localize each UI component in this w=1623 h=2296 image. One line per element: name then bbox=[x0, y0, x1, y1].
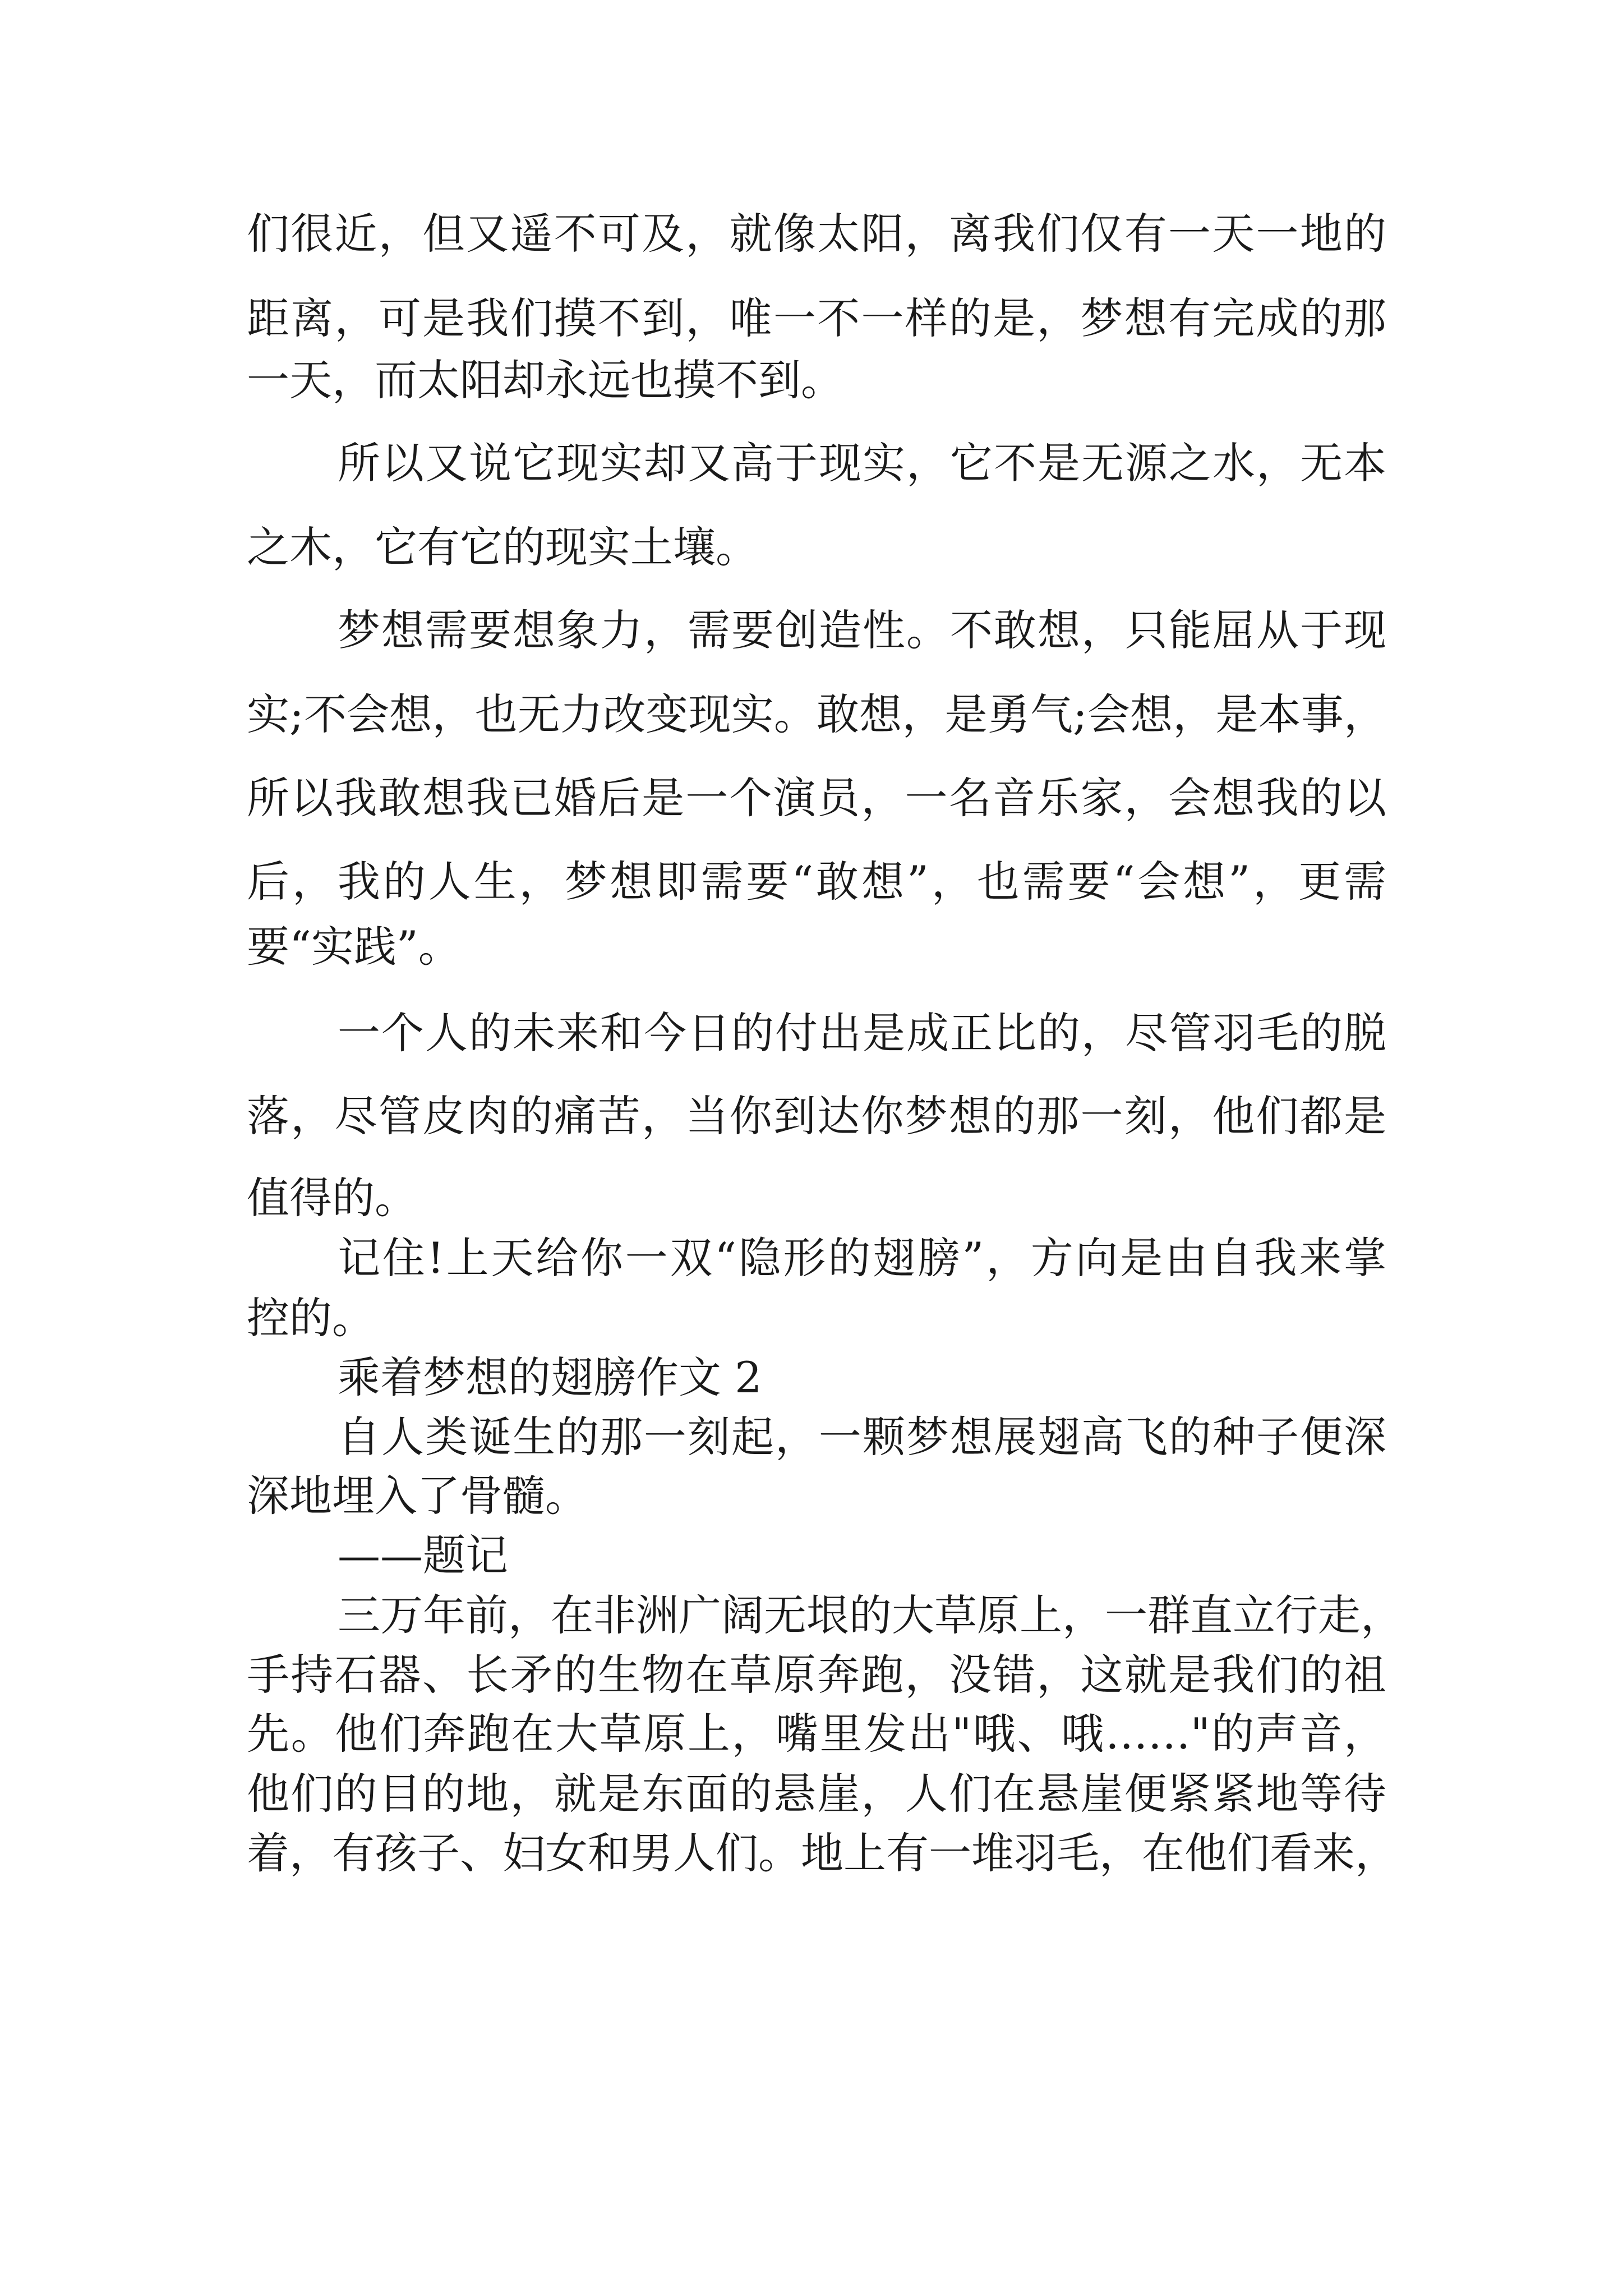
text-line-18: 深地埋入了骨髓。 bbox=[247, 1471, 588, 1521]
text-line-9: 后，我的人生，梦想即需要“敢想”，也需要“会想”，更需 bbox=[247, 857, 1386, 907]
text-line-23: 他们的目的地，就是东面的悬崖，人们在悬崖便紧紧地等待 bbox=[247, 1769, 1386, 1819]
text-line-13: 值得的。 bbox=[247, 1173, 417, 1223]
text-line-17: 自人类诞生的那一刻起，一颗梦想展翅高飞的种子便深 bbox=[338, 1412, 1386, 1462]
text-line-1: 们很近，但又遥不可及，就像太阳，离我们仅有一天一地的 bbox=[247, 209, 1386, 259]
text-line-7: 实;不会想，也无力改变现实。敢想，是勇气;会想，是本事， bbox=[247, 689, 1386, 739]
text-line-5: 之木，它有它的现实土壤。 bbox=[247, 522, 758, 572]
text-line-24: 着，有孩子、妇女和男人们。地上有一堆羽毛，在他们看来， bbox=[247, 1828, 1398, 1878]
text-line-10: 要“实践”。 bbox=[247, 922, 461, 972]
text-line-2: 距离，可是我们摸不到，唯一不一样的是，梦想有完成的那 bbox=[247, 293, 1386, 343]
text-line-20: 三万年前，在非洲广阔无垠的大草原上，一群直立行走， bbox=[338, 1590, 1403, 1640]
text-line-21: 手持石器、长矛的生物在草原奔跑，没错，这就是我们的祖 bbox=[247, 1650, 1386, 1700]
text-line-3: 一天，而太阳却永远也摸不到。 bbox=[247, 355, 843, 405]
epigraph-attribution: ——题记 bbox=[338, 1530, 508, 1580]
text-line-12: 落，尽管皮肉的痛苦，当你到达你梦想的那一刻，他们都是 bbox=[247, 1091, 1386, 1141]
text-line-14: 记住!上天给你一双“隐形的翅膀”，方向是由自我来掌 bbox=[338, 1233, 1386, 1283]
text-line-11: 一个人的未来和今日的付出是成正比的，尽管羽毛的脱 bbox=[338, 1008, 1386, 1058]
text-line-6: 梦想需要想象力，需要创造性。不敢想，只能屈从于现 bbox=[338, 605, 1386, 655]
section-heading: 乘着梦想的翅膀作文 2 bbox=[338, 1352, 762, 1402]
text-line-22: 先。他们奔跑在大草原上，嘴里发出"哦、哦……"的声音， bbox=[247, 1709, 1386, 1759]
text-line-4: 所以又说它现实却又高于现实，它不是无源之水，无本 bbox=[338, 438, 1386, 488]
text-line-15: 控的。 bbox=[247, 1293, 375, 1343]
text-line-8: 所以我敢想我已婚后是一个演员，一名音乐家，会想我的以 bbox=[247, 773, 1386, 823]
